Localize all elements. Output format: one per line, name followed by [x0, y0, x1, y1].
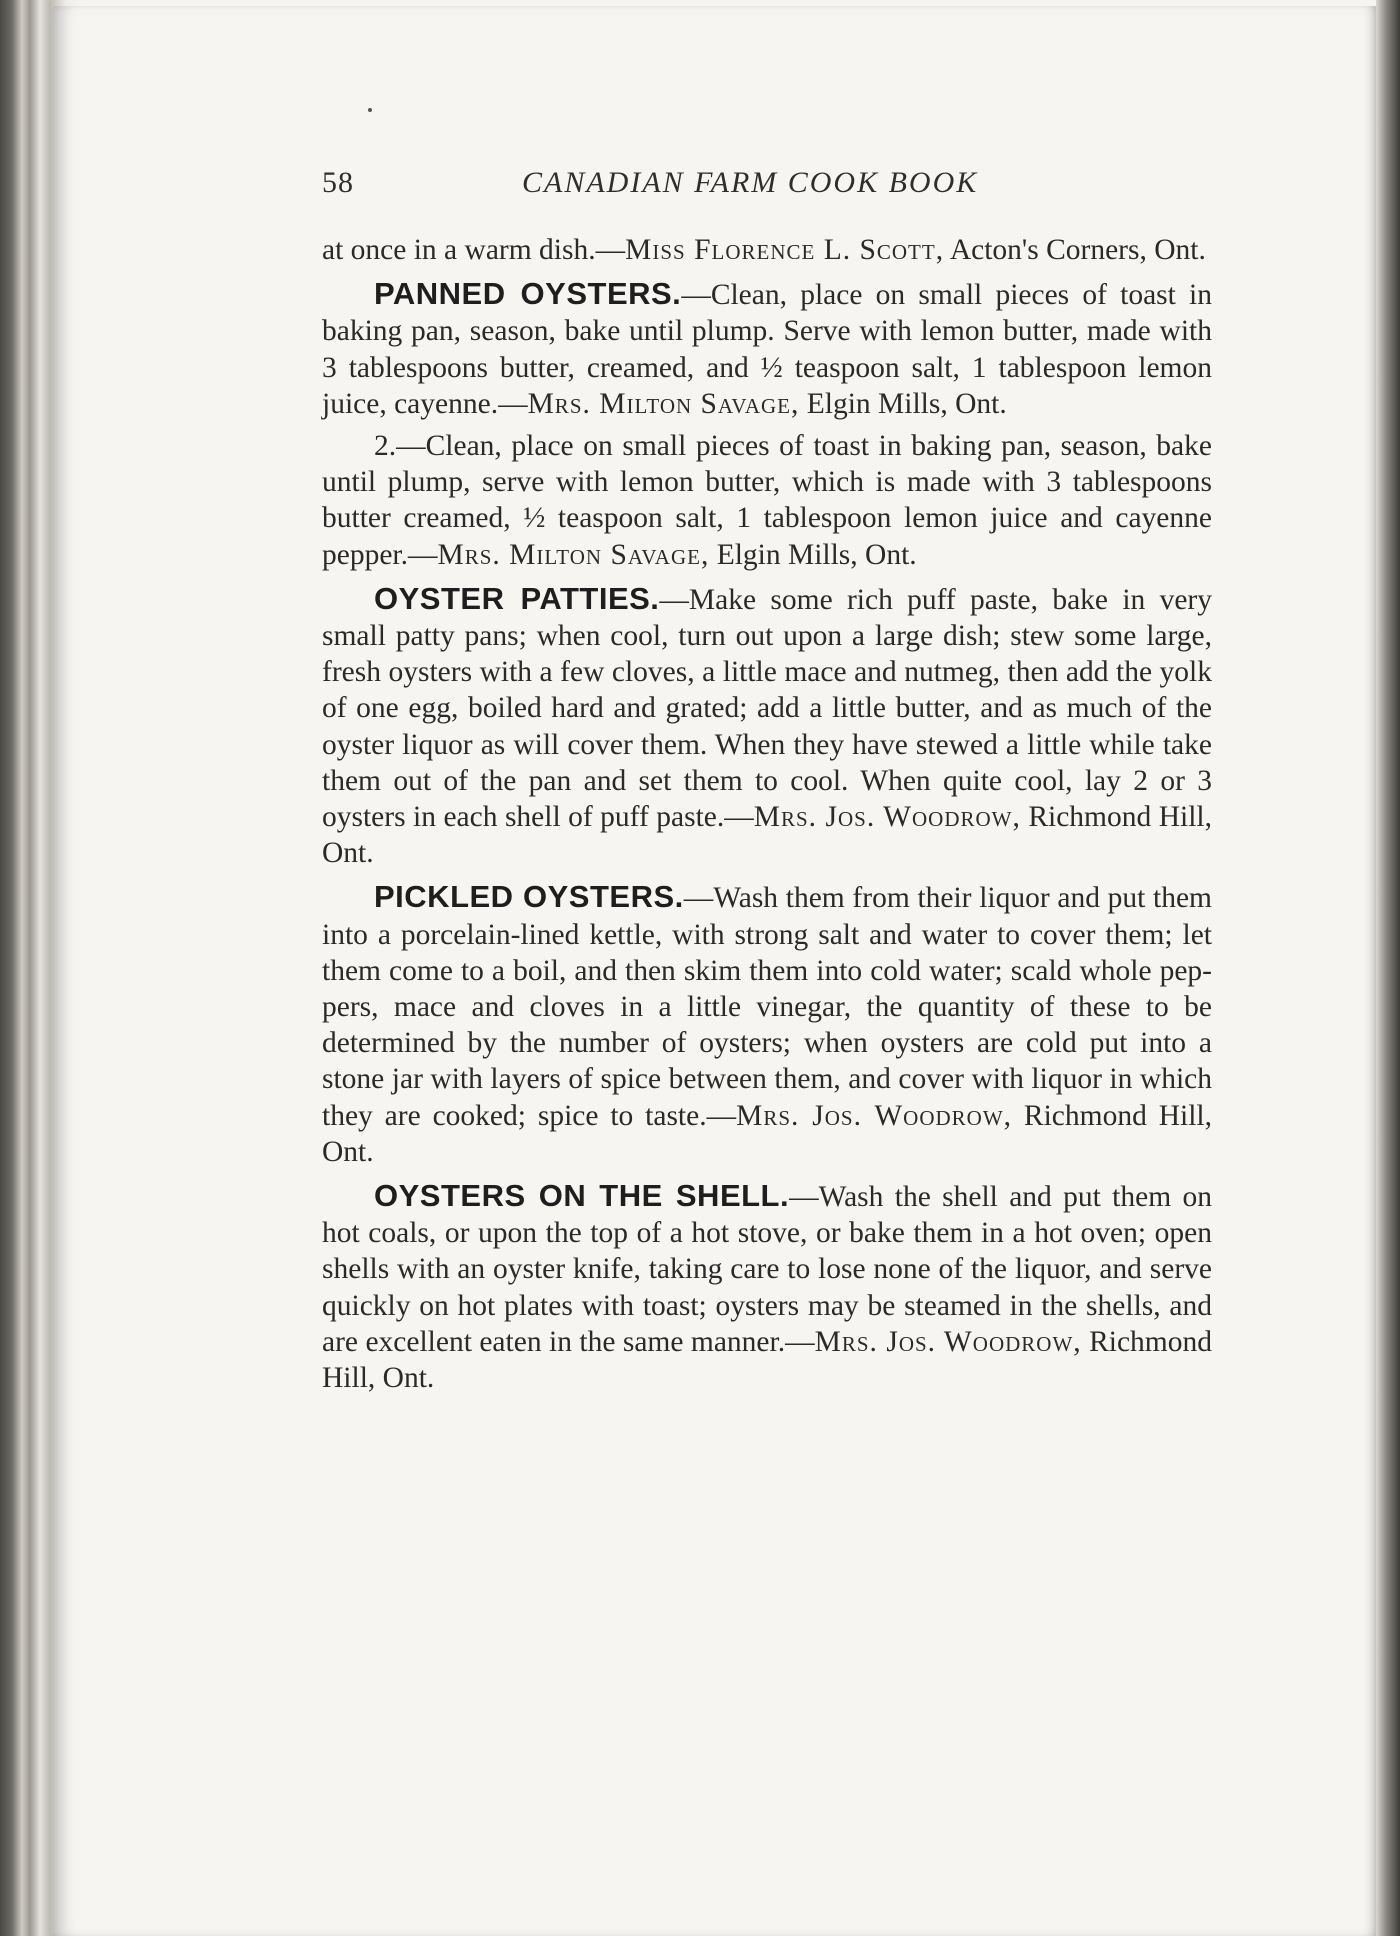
recipe-body: —Make some rich puff paste, bake in very small patty pans; when cool, turn out upon a large dish; stew some large, fresh oysters with a few cloves, a little mace and nutmeg, then add the yolk of one egg, boiled hard and grated; add a little butter, and as much of the oyster liquor as will cover them. When they have stewed a little while take them out of the pan and set them to cool. When quite cool, lay 2 or 3 oysters in each shell of puff paste.— — [322, 583, 1212, 834]
recipe-paragraph — [322, 879, 1212, 1170]
recipe-location: Richmond Hill, Ont. — [322, 1099, 1212, 1168]
recipe-body: at once in a warm dish.— — [322, 234, 626, 266]
book-gutter-right — [1376, 0, 1400, 1936]
recipe-body: —Wash them from their liquor and put them into a porcelain-lined kettle, with strong salt and water to cover them; let them come to a boil, and then skim them into cold water; scald whole peppers, mace and cloves in a little vinegar, the quantity of these to be determined by the number of oysters; when oysters are cold put into a stone jar with layers of spice between them, and cover with liquor in which they are cooked; spice to taste.— — [322, 882, 1212, 1132]
recipe-paragraph — [322, 581, 1212, 872]
recipe-author: Mrs. Jos. Woodrow, — [753, 801, 1021, 834]
recipe-paragraph — [322, 276, 1212, 422]
recipe-author: Mrs. Milton Savage, — [527, 387, 800, 420]
recipe-body: —Clean, place on small pieces of toast in baking pan, season, bake until plump. Serve with lemon butter, made with 3 tablespoons butter, creamed, and ½ teaspoon salt, 1 tablespoon lemon juice, cayenne.— — [322, 279, 1212, 420]
recipe-author: Miss Florence L. Scott, — [625, 234, 945, 266]
recipe-location: Elgin Mills, Ont. — [799, 387, 1007, 420]
recipe-heading: PICKLED OYSTERS. — [374, 879, 684, 915]
recipe-location: Elgin Mills, Ont. — [709, 538, 917, 571]
recipe-paragraph — [322, 232, 1212, 268]
recipe-location: Richmond Hill, Ont. — [322, 801, 1212, 870]
recipe-author: Mrs. Jos. Woodrow, — [814, 1325, 1082, 1358]
recipe-heading: PANNED OYSTERS. — [374, 276, 682, 312]
recipe-body: 2.—Clean, place on small pieces of toast in baking pan, season, bake until plump, serve with lemon butter, which is made with 3 tablespoons butter creamed, ½ teaspoon salt, 1 tablespoon lemon juice and cayenne pepper.— — [322, 430, 1212, 571]
running-head — [322, 166, 1222, 206]
book-title: CANADIAN FARM COOK BOOK — [522, 166, 979, 199]
recipe-text — [322, 232, 1212, 1404]
recipe-location: Acton's Corners, Ont. — [944, 234, 1206, 266]
recipe-paragraph — [322, 428, 1212, 573]
recipe-body: —Wash the shell and put them on hot coals, or upon the top of a hot stove, or bake them in a hot oven; open shells with an oyster knife, taking care to lose none of the liquor, and serve quickly on hot plates with toast; oysters may be steamed in the shells, and are excellent eaten in the same manner.— — [322, 1181, 1212, 1358]
recipe-heading: OYSTERS ON THE SHELL. — [374, 1178, 790, 1214]
recipe-heading: OYSTER PATTIES. — [374, 580, 660, 616]
page-number: 58 — [322, 166, 354, 199]
print-speck — [368, 108, 372, 112]
recipe-author: Mrs. Milton Savage, — [437, 538, 710, 571]
recipe-author: Mrs. Jos. Woodrow, — [736, 1099, 1013, 1132]
recipe-location: Richmond Hill, Ont. — [322, 1325, 1212, 1395]
recipe-paragraph — [322, 1178, 1212, 1396]
